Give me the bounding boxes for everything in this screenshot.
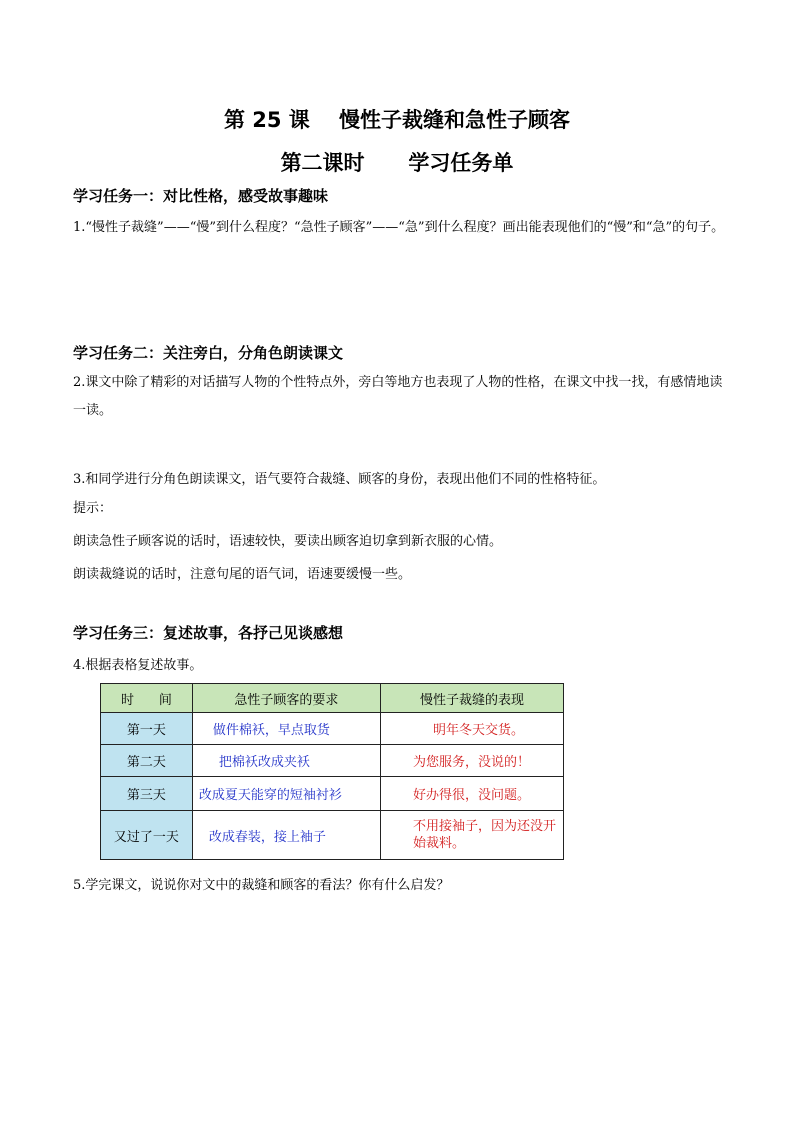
response-cell [381, 811, 564, 860]
response-cell: 好办得很，没问题。 [381, 777, 564, 811]
header-time: 时 间 [101, 684, 193, 713]
question-1: 1.“慢性子裁缝”——“慢”到什么程度？“急性子顾客”——“急”到什么程度？画出能表现他们的“慢”和“急”的句子。 [73, 220, 725, 235]
task3-heading: 学习任务三：复述故事，各抒己见谈感想 [73, 624, 344, 642]
response-text: 不用接袖子，因为还没开始裁料。 [413, 819, 557, 851]
task2-heading: 学习任务二：关注旁白，分角色朗读课文 [73, 344, 344, 362]
request-cell: 把棉袄改成夹袄 [192, 745, 380, 777]
task1-heading: 学习任务一：对比性格，感受故事趣味 [73, 187, 329, 205]
question-5: 5.学完课文，说说你对文中的裁缝和顾客的看法？你有什么启发？ [73, 878, 450, 893]
header-tailor-response: 慢性子裁缝的表现 [381, 684, 564, 713]
table-header-row [101, 684, 564, 713]
hint-1: 朗读急性子顾客说的话时，语速较快，要读出顾客迫切拿到新衣服的心情。 [73, 534, 503, 549]
header-customer-request: 急性子顾客的要求 [192, 684, 380, 713]
request-cell: 改成春装，接上袖子 [192, 811, 380, 860]
table-row [101, 777, 564, 811]
day-cell: 第三天 [101, 777, 193, 811]
request-cell: 做件棉袄，早点取货 [192, 713, 380, 745]
day-cell: 又过了一天 [101, 811, 193, 860]
question-3: 3.和同学进行分角色朗读课文，语气要符合裁缝、顾客的身份，表现出他们不同的性格特征。 [73, 472, 606, 487]
story-table [100, 683, 564, 860]
hint-2: 朗读裁缝说的话时，注意句尾的语气词，语速要缓慢一些。 [73, 567, 412, 582]
hint-label: 提示： [73, 501, 113, 516]
table-row [101, 811, 564, 860]
table-row [101, 745, 564, 777]
day-cell: 第二天 [101, 745, 193, 777]
page-subtitle: 第二课时 学习任务单 [280, 151, 514, 175]
request-cell: 改成夏天能穿的短袖衬衫 [192, 777, 380, 811]
page-title: 第 25 课 慢性子裁缝和急性子顾客 [223, 108, 571, 132]
response-cell: 明年冬天交货。 [381, 713, 564, 745]
question-2: 2.课文中除了精彩的对话描写人物的个性特点外，旁白等地方也表现了人物的性格，在课文中找一找，有感情地读一读。 [73, 375, 723, 418]
question-4: 4.根据表格复述故事。 [73, 658, 203, 673]
table-row [101, 713, 564, 745]
response-cell: 为您服务，没说的！ [381, 745, 564, 777]
day-cell: 第一天 [101, 713, 193, 745]
